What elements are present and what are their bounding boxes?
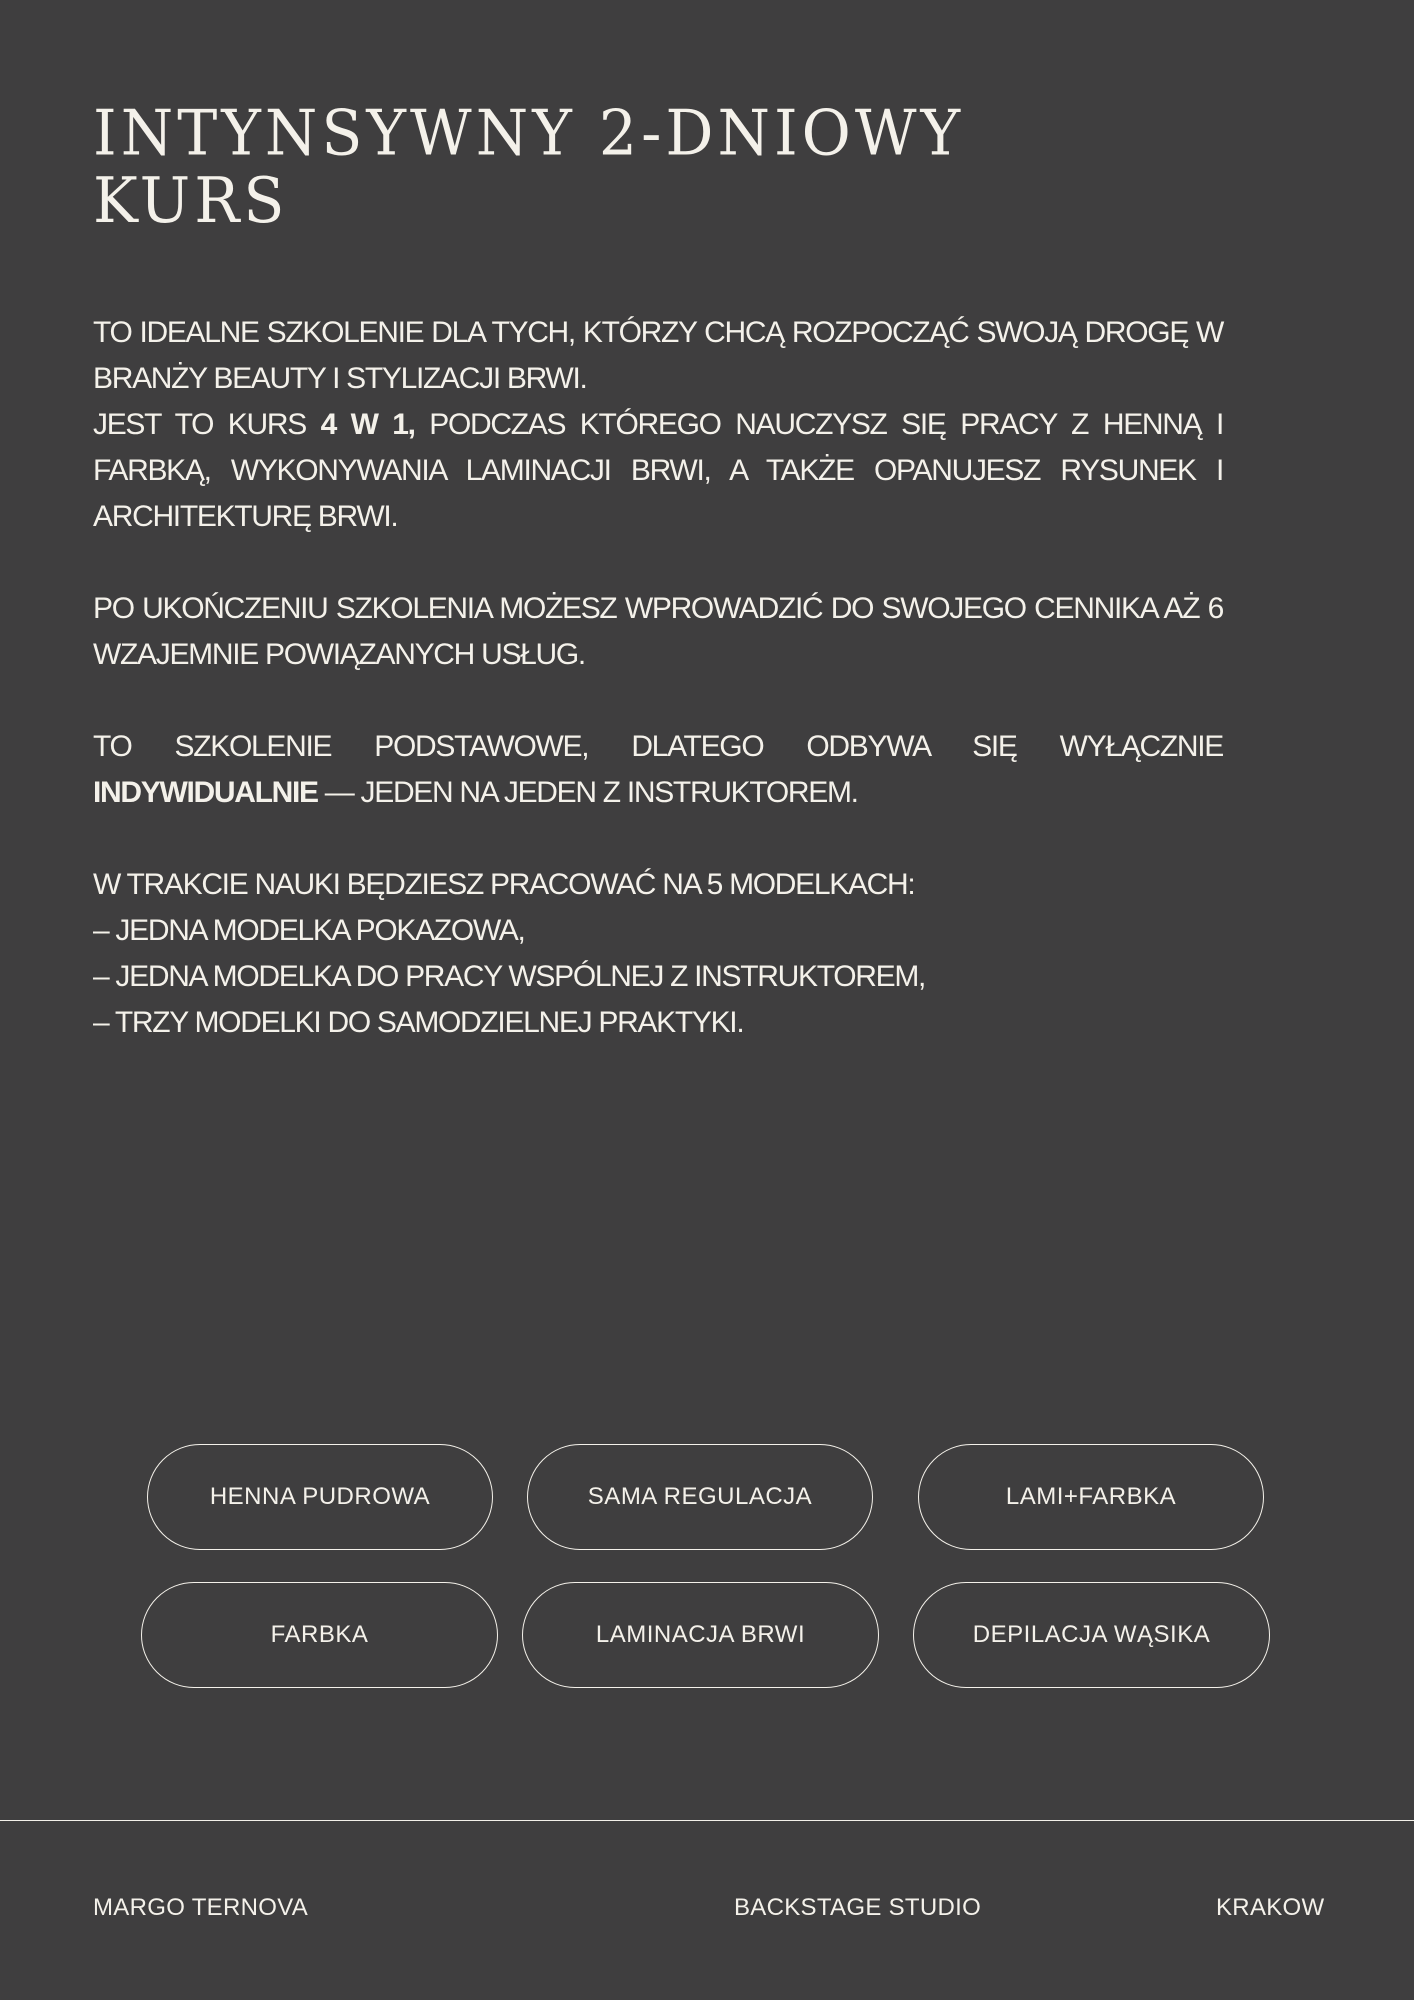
individual-after: — JEDEN NA JEDEN Z INSTRUKTOREM. — [317, 776, 858, 809]
course-description — [93, 310, 1223, 1046]
individual-bold: INDYWIDUALNIE — [93, 776, 318, 809]
individual-before: TO SZKOLENIE PODSTAWOWE, DLATEGO ODBYWA SIĘ WYŁĄCZNIE — [93, 730, 1223, 763]
title-line-1: INTYNSYWNY 2-DNIOWY — [93, 96, 965, 171]
intro-paragraph-1: TO IDEALNE SZKOLENIE DLA TYCH, KTÓRZY CHCĄ ROZPOCZĄĆ SWOJĄ DROGĘ W BRANŻY BEAUTY I STYLIZACJI BRWI. — [93, 316, 1223, 395]
title-line-2: KURS — [93, 164, 289, 238]
models-item-3: – TRZY MODELKI DO SAMODZIELNEJ PRAKTYKI. — [93, 1006, 744, 1039]
models-intro: W TRAKCIE NAUKI BĘDZIESZ PRACOWAĆ NA 5 MODELKACH: — [93, 868, 915, 901]
pill-sama-regulacja: SAMA REGULACJA — [527, 1444, 873, 1550]
pill-lami-farbka: LAMI+FARBKA — [918, 1444, 1264, 1550]
footer-divider — [0, 1820, 1414, 1821]
pill-henna-pudrowa: HENNA PUDROWA — [147, 1444, 493, 1550]
intro-p2-after: PODCZAS KTÓREGO NAUCZYSZ SIĘ PRACY Z HENNĄ I FARBKĄ, WYKONYWANIA LAMINACJI BRWI, A TAKŻE OPANUJESZ RYSUNEK I ARCHITEKTURĘ BRWI. — [93, 408, 1223, 533]
services-row-2 — [0, 1582, 1414, 1690]
page-title — [93, 96, 965, 238]
intro-paragraph-2 — [93, 402, 1223, 540]
pill-laminacja-brwi: LAMINACJA BRWI — [522, 1582, 879, 1688]
intro-p2-before: JEST TO KURS — [93, 408, 321, 441]
footer-city: KRAKOW — [1216, 1894, 1325, 1921]
individual-note — [93, 724, 1223, 816]
services-row-1 — [0, 1444, 1414, 1552]
models-item-1: – JEDNA MODELKA POKAZOWA, — [93, 914, 525, 947]
pill-farbka: FARBKA — [141, 1582, 498, 1688]
pill-depilacja-wasika: DEPILACJA WĄSIKA — [913, 1582, 1270, 1688]
services-note: PO UKOŃCZENIU SZKOLENIA MOŻESZ WPROWADZIĆ DO SWOJEGO CENNIKA AŻ 6 WZAJEMNIE POWIĄZANYCH USŁUG. — [93, 592, 1223, 671]
footer-studio: BACKSTAGE STUDIO — [734, 1894, 982, 1921]
models-item-2: – JEDNA MODELKA DO PRACY WSPÓLNEJ Z INSTRUKTOREM, — [93, 960, 926, 993]
intro-p2-bold: 4 W 1, — [320, 408, 415, 441]
footer-name: MARGO TERNOVA — [93, 1894, 309, 1921]
